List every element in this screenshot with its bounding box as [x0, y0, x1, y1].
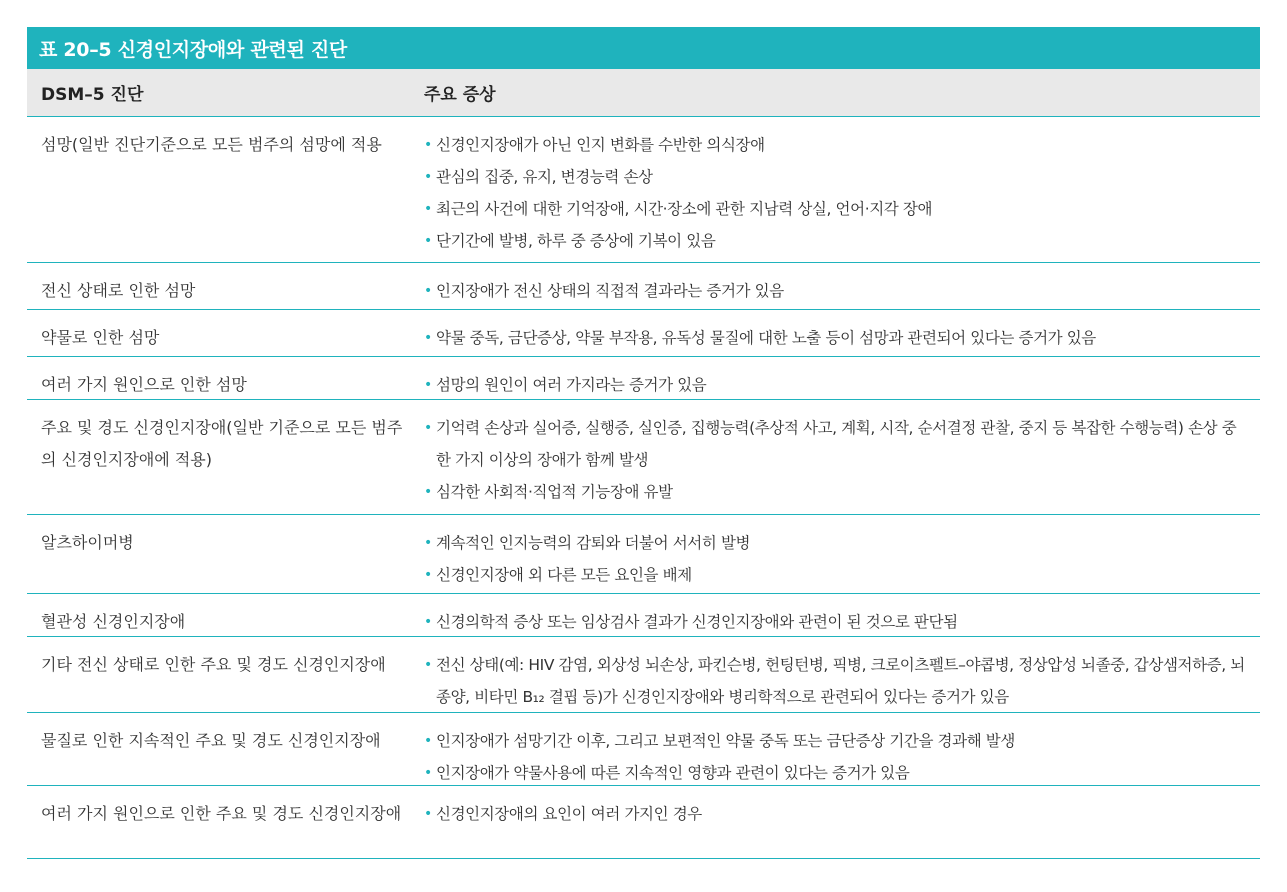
bullet-icon: •	[424, 201, 432, 217]
diagnosis-table	[27, 27, 1260, 859]
bullet-icon: •	[424, 330, 432, 346]
symptom-item	[424, 412, 1254, 476]
symptom-text: 단기간에 발병, 하루 중 증상에 기복이 있음	[436, 232, 716, 250]
symptom-item	[424, 649, 1254, 713]
symptom-item	[424, 606, 1254, 638]
table-row	[27, 117, 1260, 263]
symptom-text: 전신 상태(예: HIV 감염, 외상성 뇌손상, 파킨슨병, 헌팅턴병, 픽병, 크로이츠펠트–야콥병, 정상압성 뇌졸중, 갑상샘저하증, 뇌종양, 비타민 B₁₂ 결핍 등)가 신경인지장애와 병리학적으로 관련되어 있다는 증거가 있음	[436, 656, 1245, 706]
symptoms-cell	[419, 263, 1260, 309]
table-row	[27, 713, 1260, 786]
symptom-text: 신경인지장애의 요인이 여러 가지인 경우	[436, 805, 702, 823]
bullet-icon: •	[424, 283, 432, 299]
symptom-text: 관심의 집중, 유지, 변경능력 손상	[436, 168, 653, 186]
symptom-item	[424, 527, 1254, 559]
bullet-icon: •	[424, 614, 432, 630]
symptoms-cell	[419, 713, 1260, 785]
symptoms-cell	[419, 637, 1260, 712]
bullet-icon: •	[424, 733, 432, 749]
table-title: 표 20–5 신경인지장애와 관련된 진단	[39, 38, 347, 61]
symptom-text: 섬망의 원인이 여러 가지라는 증거가 있음	[436, 376, 707, 394]
symptom-text: 계속적인 인지능력의 감퇴와 더불어 서서히 발병	[436, 534, 751, 552]
symptoms-cell	[419, 594, 1260, 636]
symptoms-cell	[419, 357, 1260, 399]
table-body	[27, 117, 1260, 859]
symptoms-cell	[419, 786, 1260, 858]
bullet-icon: •	[424, 765, 432, 781]
symptom-item	[424, 757, 1254, 789]
diagnosis-cell: 주요 및 경도 신경인지장애(일반 기준으로 모든 범주의 신경인지장애에 적용)	[41, 418, 403, 469]
symptoms-cell	[419, 310, 1260, 356]
table-row	[27, 263, 1260, 310]
bullet-icon: •	[424, 169, 432, 185]
table-row	[27, 786, 1260, 859]
symptom-text: 인지장애가 전신 상태의 직접적 결과라는 증거가 있음	[436, 282, 784, 300]
diagnosis-cell: 섬망(일반 진단기준으로 모든 범주의 섬망에 적용	[41, 135, 382, 154]
symptom-text: 최근의 사건에 대한 기억장애, 시간·장소에 관한 지남력 상실, 언어·지각 장애	[436, 200, 933, 218]
symptom-item	[424, 193, 1254, 225]
bullet-icon: •	[424, 137, 432, 153]
symptom-text: 신경인지장애 외 다른 모든 요인을 배제	[436, 566, 692, 584]
symptom-item	[424, 725, 1254, 757]
table-row	[27, 594, 1260, 637]
table-row	[27, 310, 1260, 357]
bullet-icon: •	[424, 535, 432, 551]
bullet-icon: •	[424, 806, 432, 822]
symptoms-cell	[419, 515, 1260, 593]
table-row	[27, 357, 1260, 400]
diagnosis-cell: 전신 상태로 인한 섬망	[41, 281, 196, 300]
symptom-text: 신경의학적 증상 또는 임상검사 결과가 신경인지장애와 관련이 된 것으로 판단됨	[436, 613, 958, 631]
diagnosis-cell: 물질로 인한 지속적인 주요 및 경도 신경인지장애	[41, 731, 381, 750]
bullet-icon: •	[424, 484, 432, 500]
table-row	[27, 400, 1260, 515]
symptom-item	[424, 798, 1254, 830]
bullet-icon: •	[424, 377, 432, 393]
bullet-icon: •	[424, 420, 432, 436]
diagnosis-cell: 알츠하이머병	[41, 533, 134, 552]
table-row	[27, 515, 1260, 594]
diagnosis-cell: 약물로 인한 섬망	[41, 328, 160, 347]
diagnosis-cell: 혈관성 신경인지장애	[41, 612, 186, 631]
symptom-item	[424, 369, 1254, 401]
symptom-item	[424, 322, 1254, 354]
table-row	[27, 637, 1260, 713]
table-header-row	[27, 69, 1260, 117]
diagnosis-cell: 여러 가지 원인으로 인한 주요 및 경도 신경인지장애	[41, 804, 402, 823]
diagnosis-cell: 여러 가지 원인으로 인한 섬망	[41, 375, 247, 394]
symptom-text: 심각한 사회적·직업적 기능장애 유발	[436, 483, 673, 501]
symptom-item	[424, 559, 1254, 591]
bullet-icon: •	[424, 657, 432, 673]
symptom-text: 기억력 손상과 실어증, 실행증, 실인증, 집행능력(추상적 사고, 계획, 시작, 순서결정 관찰, 중지 등 복잡한 수행능력) 손상 중 한 가지 이상의 장애가 함께 발생	[436, 419, 1237, 469]
symptom-item	[424, 225, 1254, 257]
header-symptoms: 주요 증상	[424, 85, 496, 105]
header-diagnosis: DSM–5 진단	[41, 85, 144, 105]
symptom-text: 신경인지장애가 아닌 인지 변화를 수반한 의식장애	[436, 136, 765, 154]
table-title-bar	[27, 27, 1260, 69]
symptom-text: 인지장애가 약물사용에 따른 지속적인 영향과 관련이 있다는 증거가 있음	[436, 764, 910, 782]
symptom-item	[424, 476, 1254, 508]
symptom-item	[424, 161, 1254, 193]
symptom-item	[424, 129, 1254, 161]
bullet-icon: •	[424, 233, 432, 249]
bullet-icon: •	[424, 567, 432, 583]
symptom-item	[424, 275, 1254, 307]
symptoms-cell	[419, 117, 1260, 262]
symptoms-cell	[419, 400, 1260, 514]
symptom-text: 인지장애가 섬망기간 이후, 그리고 보편적인 약물 중독 또는 금단증상 기간을 경과해 발생	[436, 732, 1015, 750]
diagnosis-cell: 기타 전신 상태로 인한 주요 및 경도 신경인지장애	[41, 655, 386, 674]
symptom-text: 약물 중독, 금단증상, 약물 부작용, 유독성 물질에 대한 노출 등이 섬망과 관련되어 있다는 증거가 있음	[436, 329, 1096, 347]
